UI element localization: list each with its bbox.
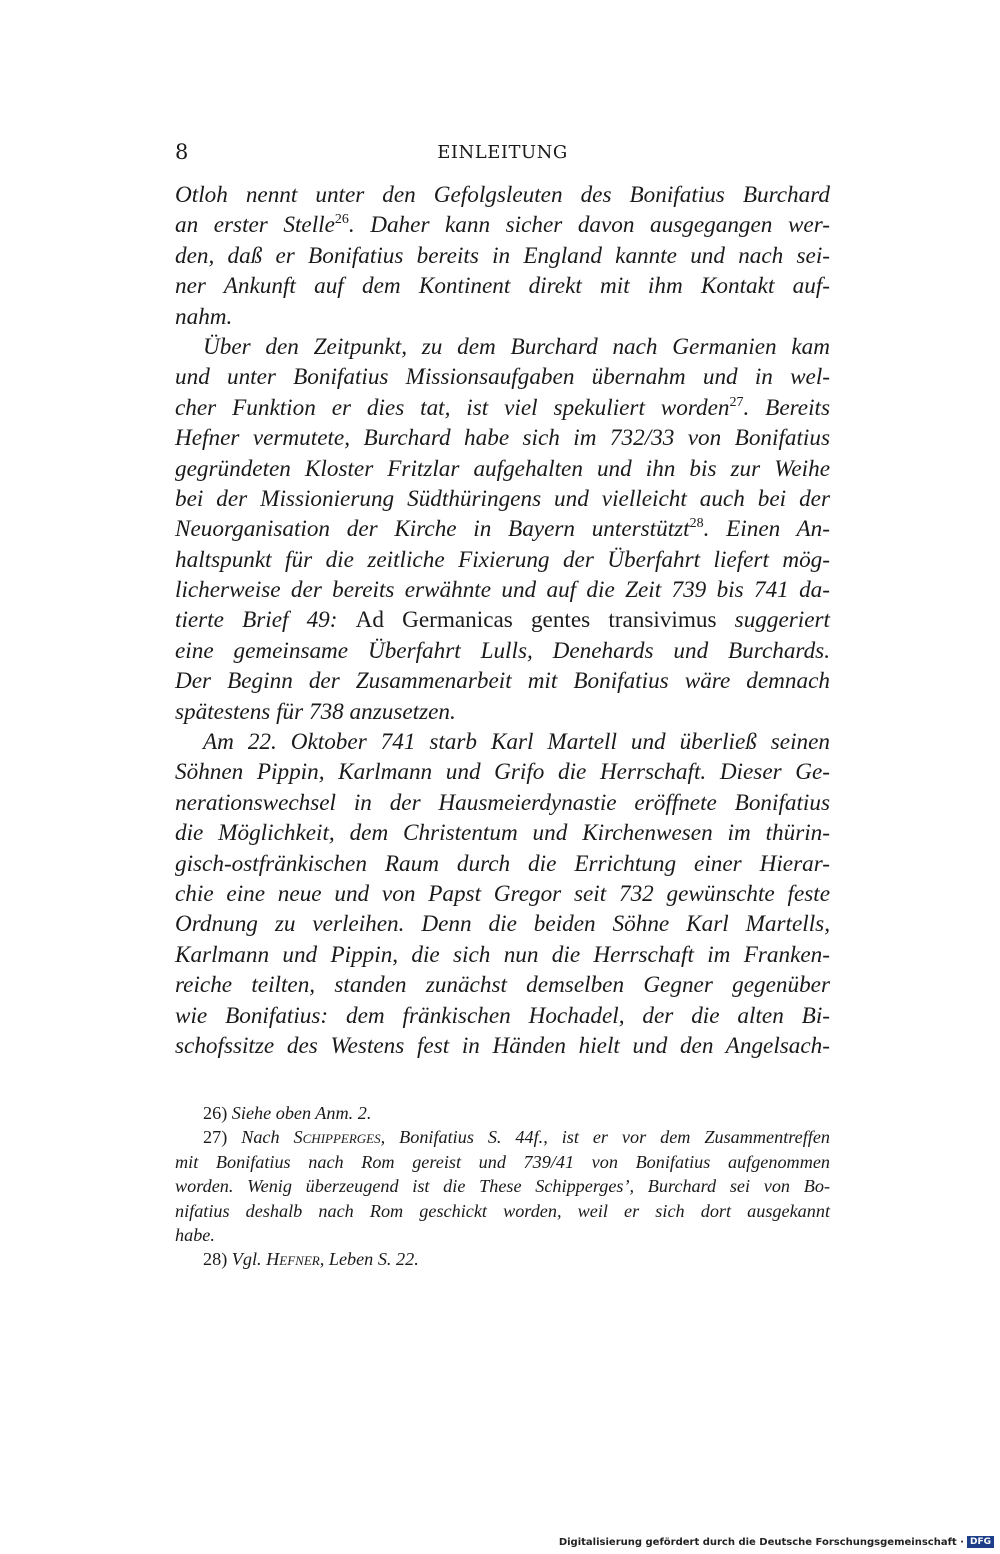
text-run: tierte Brief 49: <box>175 607 356 634</box>
text-line <box>175 271 830 301</box>
text-run: nerationswechsel in der Hausmeierdynastie eröffnete Bonifatius <box>175 789 830 816</box>
footnote-ref: 28 <box>689 516 704 532</box>
footnotes <box>175 1101 830 1272</box>
text-run: Ad Germanicas gentes transivimus <box>355 607 717 634</box>
footnote-line <box>175 1199 830 1223</box>
text-line <box>175 970 830 1000</box>
text-run: , Bonifatius S. 44f., ist er vor dem Zusammentreffen <box>380 1127 830 1148</box>
digitization-credit <box>559 1536 994 1548</box>
text-line <box>175 332 830 362</box>
text-run: haltspunkt für die zeitliche Fixierung der Überfahrt liefert mög- <box>175 546 830 573</box>
text-line <box>175 818 830 848</box>
text-run: cher Funktion er dies tat, ist viel spekuliert worden <box>175 394 730 421</box>
footnote-line <box>175 1125 830 1149</box>
text-run: Karlmann und Pippin, die sich nun die Herrschaft im Franken- <box>175 941 830 968</box>
text-run: worden. Wenig überzeugend ist die These Schipperges’, Burchard sei von Bo- <box>175 1176 830 1197</box>
text-line <box>175 484 830 514</box>
text-run: Vgl. <box>227 1249 267 1270</box>
text-run: reiche teilten, standen zunächst demselben Gegner gegenüber <box>175 972 830 999</box>
text-run: suggeriert <box>716 607 830 634</box>
text-run: eine gemeinsame Überfahrt Lulls, Denehards und Burchards. <box>175 637 830 664</box>
text-run: mit Bonifatius nach Rom gereist und 739/41 von Bonifatius aufgenommen <box>175 1151 830 1172</box>
text-run: Über den Zeitpunkt, zu dem Burchard nach Germanien kam <box>203 333 830 360</box>
footnote-line <box>175 1174 830 1198</box>
text-run: ner Ankunft auf dem Kontinent direkt mit ihm Kontakt auf- <box>175 273 830 300</box>
credit-text: Digitalisierung gefördert durch die Deutsche Forschungsgemeinschaft · <box>558 1536 964 1548</box>
text-run: bei der Missionierung Südthüringens und vielleicht auch bei der <box>175 485 830 512</box>
text-line <box>175 302 830 332</box>
text-line <box>175 362 830 392</box>
text-run: nahm. <box>175 303 233 330</box>
text-run: Otloh nennt unter den Gefolgsleuten des Bonifatius Burchard <box>175 182 830 208</box>
page-header <box>175 140 830 170</box>
footnote-ref: 27 <box>729 394 744 410</box>
text-run: chie eine neue und von Papst Gregor seit 732 gewünschte feste <box>175 880 830 907</box>
text-line <box>175 393 830 423</box>
text-line <box>175 210 830 240</box>
text-line <box>175 241 830 271</box>
text-line <box>175 636 830 666</box>
text-run: Am 22. Oktober 741 starb Karl Martell und überließ seinen <box>203 729 830 756</box>
text-run: . Bereits <box>743 394 830 421</box>
text-run: gegründeten Kloster Fritzlar aufgehalten und ihn bis zur Weihe <box>175 455 830 482</box>
text-line <box>175 423 830 453</box>
text-run: und unter Bonifatius Missionsaufgaben übernahm und in wel- <box>175 364 830 391</box>
text-run: 28) <box>203 1249 228 1270</box>
text-line <box>175 727 830 757</box>
text-run: 27) <box>203 1127 228 1148</box>
text-run: . Daher kann sicher davon ausgegangen wer- <box>348 212 830 239</box>
text-line <box>175 788 830 818</box>
text-line <box>175 757 830 787</box>
footnote-ref: 26 <box>334 212 349 228</box>
text-line <box>175 1031 830 1061</box>
page-number: 8 <box>175 140 189 164</box>
footnote-line <box>175 1223 830 1247</box>
text-line <box>175 879 830 909</box>
text-run: , Leben S. 22. <box>319 1249 419 1270</box>
text-run: den, daß er Bonifatius bereits in England kannte und nach sei- <box>175 242 830 269</box>
text-line <box>175 909 830 939</box>
text-line <box>175 697 830 727</box>
text-line <box>175 1001 830 1031</box>
text-run: . Einen An- <box>703 516 830 543</box>
text-line <box>175 575 830 605</box>
text-run: schofssitze des Westens fest in Händen hielt und den Angelsach- <box>175 1032 830 1059</box>
text-run: spätestens für 738 anzusetzen. <box>175 698 456 725</box>
text-run: Der Beginn der Zusammenarbeit mit Bonifatius wäre demnach <box>175 668 830 695</box>
footnote-line <box>175 1101 830 1125</box>
text-line <box>175 454 830 484</box>
text-run: Söhnen Pippin, Karlmann und Grifo die Herrschaft. Dieser Ge- <box>175 759 830 786</box>
text-run: Hefner vermutete, Burchard habe sich im 732/33 von Bonifatius <box>175 425 830 452</box>
text-line <box>175 849 830 879</box>
body-text <box>175 180 830 1061</box>
footnote-line <box>175 1150 830 1174</box>
text-run: Siehe oben Anm. 2. <box>227 1103 372 1123</box>
text-run: Ordnung zu verleihen. Denn die beiden Söhne Karl Martells, <box>175 911 830 938</box>
text-run: Nach <box>227 1127 294 1148</box>
text-run: an erster Stelle <box>175 212 335 239</box>
text-run: wie Bonifatius: dem fränkischen Hochadel, der die alten Bi- <box>175 1002 830 1029</box>
text-run: habe. <box>175 1224 215 1245</box>
text-run: gisch-ostfränkischen Raum durch die Errichtung einer Hierar- <box>175 850 830 877</box>
text-line <box>175 940 830 970</box>
author-name: Hefner <box>266 1249 320 1270</box>
text-line <box>175 666 830 696</box>
dfg-logo: DFG <box>967 1536 994 1548</box>
footnote-line <box>175 1247 830 1271</box>
text-run: licherweise der bereits erwähnte und auf die Zeit 739 bis 741 da- <box>175 577 830 604</box>
text-line <box>175 545 830 575</box>
text-line <box>175 605 830 635</box>
text-run: Neuorganisation der Kirche in Bayern unterstützt <box>175 516 690 543</box>
text-run: nifatius deshalb nach Rom geschickt worden, weil er sich dort ausgekannt <box>175 1200 830 1221</box>
author-name: Schipperges <box>293 1127 381 1148</box>
text-run: 26) <box>203 1103 228 1123</box>
text-run: die Möglichkeit, dem Christentum und Kirchenwesen im thürin- <box>175 820 830 847</box>
text-line <box>175 514 830 544</box>
text-line <box>175 180 830 210</box>
running-head: EINLEITUNG <box>437 142 568 163</box>
